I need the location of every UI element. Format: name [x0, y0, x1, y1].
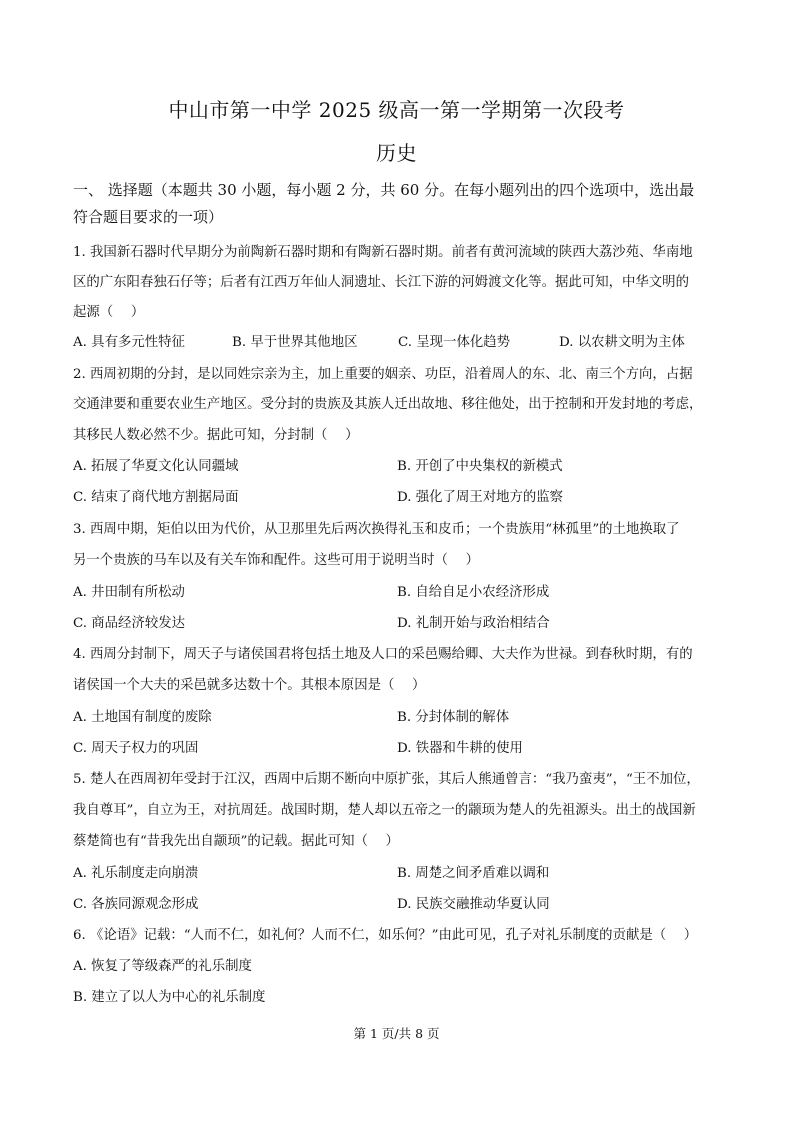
exam-title: 中山市第一中学 2025 级高一第一学期第一次段考: [168, 98, 625, 122]
question-5-line-1: 5. 楚人在西周初年受封于江汉，西周中后期不断向中原扩张，其后人熊通曾言：“我乃蛮夷”，“王不加位，: [73, 772, 700, 787]
question-1-option-c[interactable]: C. 呈现一体化趋势: [398, 335, 511, 350]
question-5-option-c[interactable]: C. 各族同源观念形成: [73, 897, 199, 912]
question-4-line-2: 诸侯国一个大夫的采邑就多达数十个。其根本原因是（ ）: [73, 678, 426, 693]
question-1-option-a[interactable]: A. 具有多元性特征: [73, 335, 185, 350]
question-1-line-3: 起源（ ）: [73, 305, 145, 320]
question-3-line-2: 另一个贵族的马车以及有关车饰和配件。这些可用于说明当时（ ）: [73, 553, 479, 568]
question-4-option-b[interactable]: B. 分封体制的解体: [397, 710, 510, 725]
question-4-option-d[interactable]: D. 铁器和牛耕的使用: [397, 741, 523, 756]
question-2-line-2: 交通津要和重要农业生产地区。受分封的贵族及其族人迁出故地、移往他处，出于控制和开发封地的考虑，: [73, 397, 703, 412]
question-2-option-c[interactable]: C. 结束了商代地方割据局面: [73, 490, 239, 505]
question-2-line-1: 2. 西周初期的分封，是以同姓宗亲为主，加上重要的姻亲、功臣，沿着周人的东、北、南三个方向，占据: [73, 367, 693, 382]
question-2-option-b[interactable]: B. 开创了中央集权的新模式: [397, 459, 563, 474]
question-3-line-1: 3. 西周中期，矩伯以田为代价，从卫那里先后两次换得礼玉和皮币；一个贵族用“林孤里”的土地换取了: [73, 522, 680, 537]
question-2-line-3: 其移民人数必然不少。据此可知，分封制（ ）: [73, 428, 359, 443]
question-4-option-a[interactable]: A. 土地国有制度的废除: [73, 710, 212, 725]
question-6-option-a[interactable]: A. 恢复了等级森严的礼乐制度: [73, 959, 252, 974]
question-3-option-c[interactable]: C. 商品经济较发达: [73, 616, 186, 631]
question-1-line-2: 区的广东阳春独石仔等；后者有江西万年仙人洞遗址、长江下游的河姆渡文化等。据此可知，中华文明的: [73, 275, 689, 290]
question-3-option-b[interactable]: B. 自给自足小农经济形成: [397, 585, 550, 600]
question-3-option-a[interactable]: A. 井田制有所松动: [73, 585, 185, 600]
question-5-option-d[interactable]: D. 民族交融推动华夏认同: [397, 897, 550, 912]
question-5-option-b[interactable]: B. 周楚之间矛盾难以调和: [397, 866, 550, 881]
question-5-line-3: 蔡楚简也有“昔我先出自颛顼”的记载。据此可知（ ）: [73, 834, 399, 849]
question-2-option-a[interactable]: A. 拓展了华夏文化认同疆域: [73, 459, 239, 474]
question-4-line-1: 4. 西周分封制下，周天子与诸侯国君将包括土地及人口的采邑赐给卿、大夫作为世禄。到春秋时期，有的: [73, 647, 693, 662]
question-1-option-d[interactable]: D. 以农耕文明为主体: [559, 335, 685, 350]
question-3-option-d[interactable]: D. 礼制开始与政治相结合: [397, 616, 550, 631]
question-2-option-d[interactable]: D. 强化了周王对地方的监察: [397, 490, 564, 505]
question-6-option-b[interactable]: B. 建立了以人为中心的礼乐制度: [73, 990, 266, 1005]
question-1-line-1: 1. 我国新石器时代早期分为前陶新石器时期和有陶新石器时期。前者有黄河流域的陕西大荔沙苑、华南地: [73, 245, 693, 260]
subject-title: 历史: [376, 141, 417, 165]
section-heading-line-2: 符合题目要求的一项）: [73, 208, 224, 226]
question-1-option-b[interactable]: B. 早于世界其他地区: [232, 335, 358, 350]
question-6-line-1: 6. 《论语》记载：“人而不仁，如礼何？人而不仁，如乐何？”由此可见，孔子对礼乐制度的贡献是（ ）: [73, 928, 698, 943]
question-5-option-a[interactable]: A. 礼乐制度走向崩溃: [73, 866, 199, 881]
question-5-line-2: 我自尊耳”，自立为王，对抗周廷。战国时期，楚人却以五帝之一的颛顼为楚人的先祖源头。出土的战国新: [73, 803, 696, 818]
page-number: 第 1 页/共 8 页: [353, 1026, 440, 1041]
question-4-option-c[interactable]: C. 周天子权力的巩固: [73, 741, 199, 756]
section-heading-line-1: 一、 选择题（本题共 30 小题，每小题 2 分，共 60 分。在每小题列出的四个选项中，选出最: [73, 181, 695, 199]
